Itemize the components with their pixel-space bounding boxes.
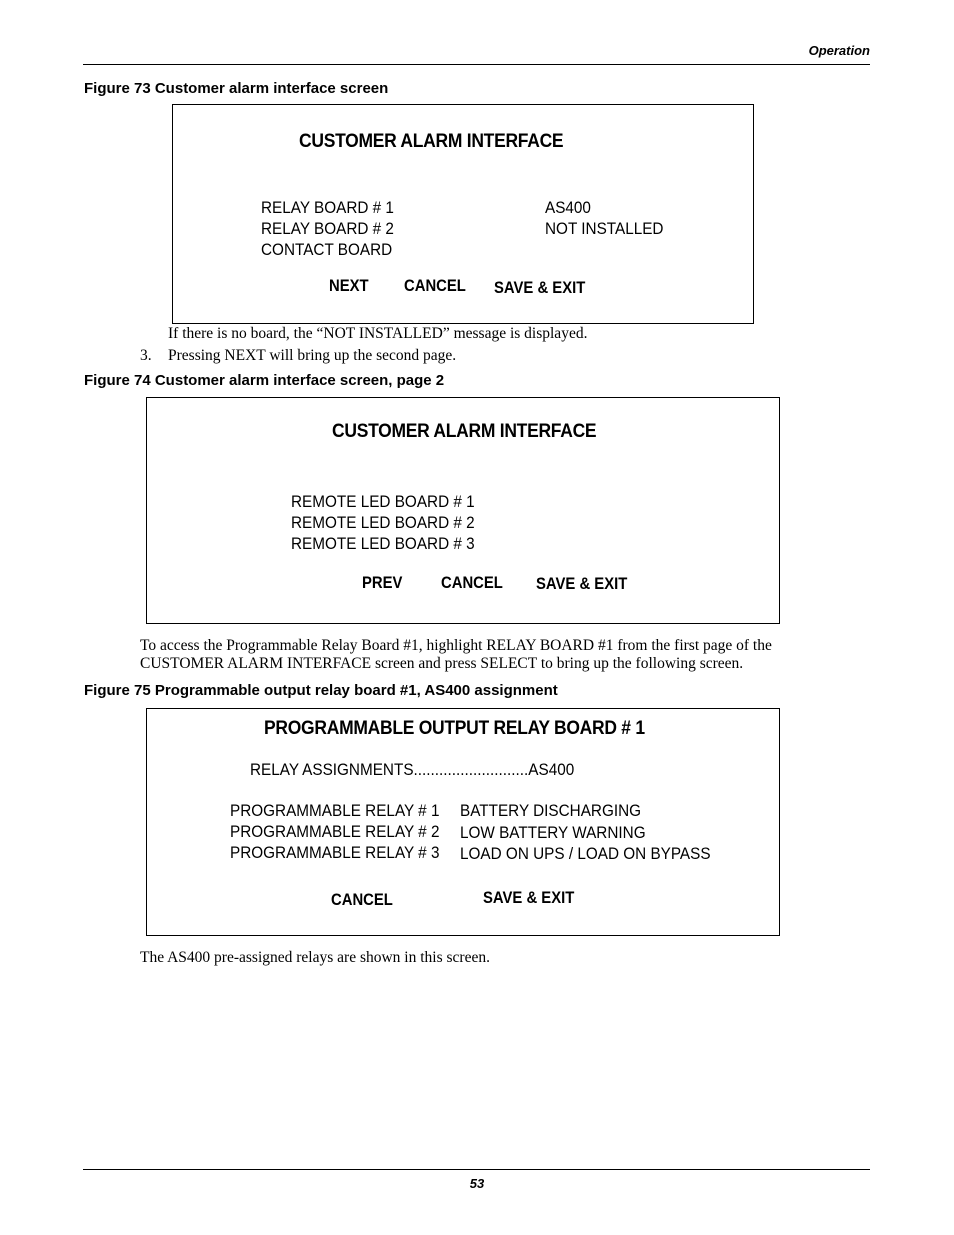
programmable-relay-2-label[interactable]: PROGRAMMABLE RELAY # 2 <box>230 822 440 841</box>
screen-title: CUSTOMER ALARM INTERFACE <box>299 131 564 152</box>
cancel-button[interactable]: CANCEL <box>441 574 503 592</box>
figure-74-caption: Figure 74 Customer alarm interface screen, page 2 <box>84 372 445 389</box>
figure-75-screen <box>146 708 780 936</box>
cancel-button[interactable]: CANCEL <box>331 891 393 909</box>
remote-led-board-1[interactable]: REMOTE LED BOARD # 1 <box>291 492 475 511</box>
header-rule <box>83 64 870 65</box>
step-3-text: Pressing NEXT will bring up the second page. <box>168 347 457 364</box>
closing-note: The AS400 pre-assigned relays are shown in this screen. <box>140 949 490 966</box>
remote-led-board-2[interactable]: REMOTE LED BOARD # 2 <box>291 513 475 532</box>
screen-title: PROGRAMMABLE OUTPUT RELAY BOARD # 1 <box>264 718 645 739</box>
relay-assignments-line[interactable]: RELAY ASSIGNMENTS...........................AS400 <box>250 760 575 779</box>
screen-title: CUSTOMER ALARM INTERFACE <box>332 421 597 442</box>
relay-board-2-label[interactable]: RELAY BOARD # 2 <box>261 219 394 238</box>
section-header: Operation <box>808 43 870 58</box>
figure-73-caption: Figure 73 Customer alarm interface screen <box>84 80 389 97</box>
not-installed-note: If there is no board, the “NOT INSTALLED” message is displayed. <box>168 325 588 342</box>
save-exit-button[interactable]: SAVE & EXIT <box>494 279 586 297</box>
contact-board-label[interactable]: CONTACT BOARD <box>261 240 393 259</box>
access-paragraph-line-1: To access the Programmable Relay Board #1, highlight RELAY BOARD #1 from the first page of the <box>140 637 772 654</box>
cancel-button[interactable]: CANCEL <box>404 277 466 295</box>
next-button[interactable]: NEXT <box>329 277 369 295</box>
footer-rule <box>83 1169 870 1170</box>
remote-led-board-3[interactable]: REMOTE LED BOARD # 3 <box>291 534 475 553</box>
page-number: 53 <box>469 1176 485 1191</box>
prev-button[interactable]: PREV <box>362 574 403 592</box>
save-exit-button[interactable]: SAVE & EXIT <box>536 575 628 593</box>
programmable-relay-1-value: BATTERY DISCHARGING <box>460 801 642 820</box>
relay-board-1-value: AS400 <box>545 198 591 217</box>
figure-75-caption: Figure 75 Programmable output relay board #1, AS400 assignment <box>84 682 558 699</box>
programmable-relay-3-value: LOAD ON UPS / LOAD ON BYPASS <box>460 844 711 863</box>
figure-73-screen <box>172 104 754 324</box>
access-paragraph-line-2: CUSTOMER ALARM INTERFACE screen and press SELECT to bring up the following screen. <box>140 655 744 672</box>
relay-board-1-label[interactable]: RELAY BOARD # 1 <box>261 198 394 217</box>
programmable-relay-2-value: LOW BATTERY WARNING <box>460 823 646 842</box>
programmable-relay-3-label[interactable]: PROGRAMMABLE RELAY # 3 <box>230 843 440 862</box>
save-exit-button[interactable]: SAVE & EXIT <box>483 889 575 907</box>
step-3-number: 3. <box>140 347 152 364</box>
figure-74-screen <box>146 397 780 624</box>
programmable-relay-1-label[interactable]: PROGRAMMABLE RELAY # 1 <box>230 801 440 820</box>
relay-board-2-value: NOT INSTALLED <box>545 219 664 238</box>
